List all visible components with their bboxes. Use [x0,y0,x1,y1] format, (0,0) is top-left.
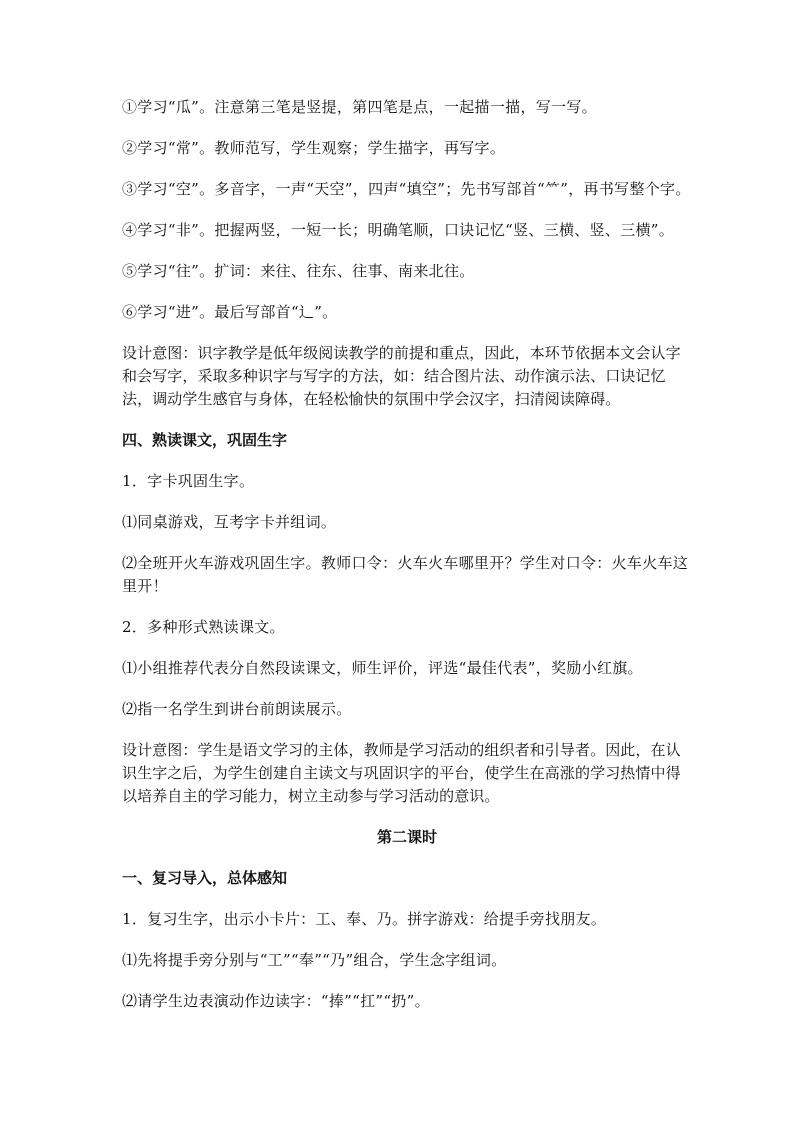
design-intent-paragraph-1: 设计意图：识字教学是低年级阅读教学的前提和重点，因此，本环节依据本文会认字和会写字，采取多种识字与写字的方法，如：结合图片法、动作演示法、口诀记忆法，调动学生感官与身体，在轻松愉快的氛围中学会汉字，扫清阅读障碍。 [122,344,681,408]
list-item-act-and-read: ⑵请学生边表演动作边读字：“捧”“扛”“扔”。 [122,992,430,1010]
section-heading-read-text: 四、熟读课文，巩固生字 [122,431,288,449]
list-item-combine-radical: ⑴先将提手旁分别与“工”“奉”“乃”组合，学生念字组词。 [122,951,507,969]
paragraph-learn-wang: ⑤学习“往”。扩词：来往、往东、往事、南来北往。 [122,262,475,280]
list-item-podium-reading: ⑵指一名学生到讲台前朗读展示。 [122,700,352,718]
lesson-title-second: 第二课时 [376,828,437,846]
list-item-review-chars: 1．复习生字，出示小卡片：工、奉、乃。拼字游戏：给提手旁找朋友。 [122,910,607,928]
list-item-desk-game: ⑴同桌游戏，互考字卡并组词。 [122,513,337,531]
list-item-train-game: ⑵全班开火车游戏巩固生字。教师口令：火车火车哪里开？学生对口令：火车火车这里开！ [122,554,689,595]
paragraph-learn-jin: ⑥学习“进”。最后写部首“辶”。 [122,303,338,321]
document-page [122,96,692,1031]
paragraph-learn-kong: ③学习“空”。多音字，一声“天空”，四声“填空”；先书写部首“⺮”，再书写整个字。 [122,180,691,198]
paragraph-learn-chang: ②学习“常”。教师范写，学生观察；学生描字，再写字。 [122,139,506,157]
section-heading-review: 一、复习导入，总体感知 [122,869,288,887]
list-item-read-forms: 2．多种形式熟读课文。 [122,618,285,636]
design-intent-paragraph-2: 设计意图：学生是语文学习的主体，教师是学习活动的组织者和引导者。因此，在认识生字之后，为学生创建自主读文与巩固识字的平台，使学生在高涨的学习热情中得以培养自主的学习能力，树立主动参与学习活动的意识。 [122,741,681,805]
list-item-group-reading: ⑴小组推荐代表分自然段读课文，师生评价，评选“最佳代表”，奖励小红旗。 [122,659,643,677]
paragraph-learn-gua: ①学习“瓜”。注意第三笔是竖提，第四笔是点，一起描一描，写一写。 [122,98,597,116]
list-item-word-cards: 1．字卡巩固生字。 [122,472,255,490]
paragraph-learn-fei: ④学习“非”。把握两竖，一短一长；明确笔顺，口诀记忆“竖、三横、竖、三横”。 [122,221,675,239]
